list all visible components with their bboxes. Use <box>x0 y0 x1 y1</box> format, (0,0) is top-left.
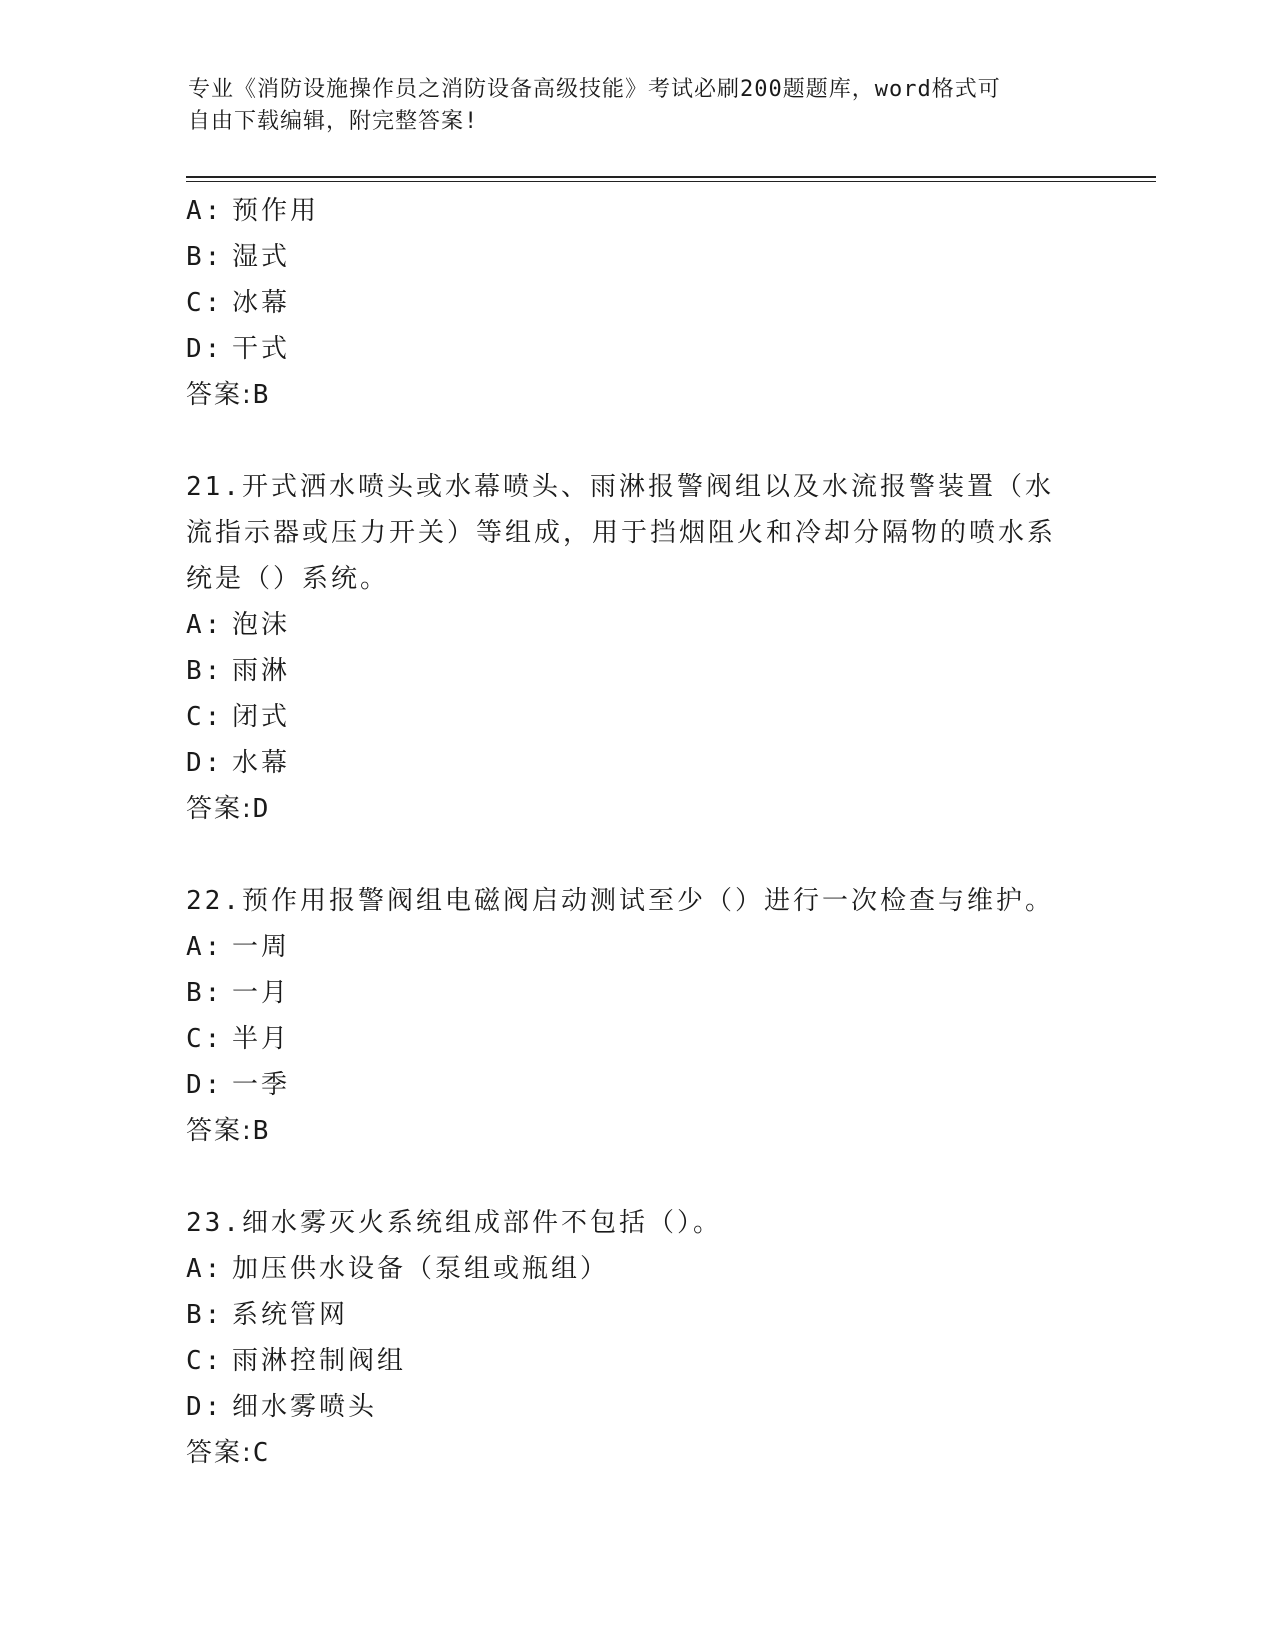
answer-line <box>186 372 1086 418</box>
answer-line <box>186 786 1086 832</box>
option-d <box>186 1384 1086 1430</box>
answer-value: C <box>252 1438 271 1468</box>
option-d <box>186 1062 1086 1108</box>
question-22-block <box>186 878 1086 1154</box>
question-21-block <box>186 464 1086 832</box>
option-label: A: <box>186 610 224 640</box>
option-b <box>186 648 1086 694</box>
option-text: 半月 <box>232 1024 291 1054</box>
spacer <box>186 832 1086 878</box>
option-a <box>186 602 1086 648</box>
option-c <box>186 1338 1086 1384</box>
option-label: C: <box>186 1346 224 1376</box>
option-d <box>186 740 1086 786</box>
option-text: 一月 <box>232 978 291 1008</box>
answer-label: 答案: <box>186 1438 253 1468</box>
option-text: 一季 <box>232 1070 291 1100</box>
document-header <box>188 74 1088 138</box>
answer-label: 答案: <box>186 794 253 824</box>
option-label: C: <box>186 288 224 318</box>
option-label: A: <box>186 932 224 962</box>
option-text: 泡沫 <box>232 610 291 640</box>
option-a <box>186 1246 1086 1292</box>
option-a <box>186 188 1086 234</box>
option-label: A: <box>186 1254 224 1284</box>
prev-question-block <box>186 188 1086 418</box>
option-text: 系统管网 <box>232 1300 349 1330</box>
option-text: 闭式 <box>232 702 291 732</box>
option-c <box>186 1016 1086 1062</box>
spacer <box>186 1154 1086 1200</box>
option-b <box>186 970 1086 1016</box>
option-text: 加压供水设备（泵组或瓶组） <box>232 1254 610 1284</box>
option-label: B: <box>186 656 224 686</box>
answer-value: B <box>252 1116 271 1146</box>
option-b <box>186 1292 1086 1338</box>
option-c <box>186 280 1086 326</box>
option-label: C: <box>186 1024 224 1054</box>
spacer <box>186 418 1086 464</box>
option-text: 细水雾喷头 <box>232 1392 378 1422</box>
option-b <box>186 234 1086 280</box>
option-text: 湿式 <box>232 242 291 272</box>
option-label: B: <box>186 978 224 1008</box>
question-text: 21.开式洒水喷头或水幕喷头、雨淋报警阀组以及水流报警装置（水流指示器或压力开关）等组成，用于挡烟阻火和冷却分隔物的喷水系统是（）系统。 <box>186 472 1057 594</box>
option-label: C: <box>186 702 224 732</box>
option-c <box>186 694 1086 740</box>
option-text: 预作用 <box>232 196 320 226</box>
question-text: 22.预作用报警阀组电磁阀启动测试至少（）进行一次检查与维护。 <box>186 886 1054 916</box>
option-label: D: <box>186 334 224 364</box>
question-23-block <box>186 1200 1086 1476</box>
question-content <box>186 188 1086 1476</box>
answer-label: 答案: <box>186 1116 253 1146</box>
option-label: B: <box>186 242 224 272</box>
option-text: 雨淋 <box>232 656 291 686</box>
option-label: A: <box>186 196 224 226</box>
header-line-1: 专业《消防设施操作员之消防设备高级技能》考试必刷200题题库，word格式可 <box>188 77 1001 102</box>
option-label: D: <box>186 748 224 778</box>
answer-value: B <box>252 380 271 410</box>
answer-value: D <box>252 794 271 824</box>
question-text: 23.细水雾灭火系统组成部件不包括（）。 <box>186 1208 722 1238</box>
option-text: 雨淋控制阀组 <box>232 1346 407 1376</box>
option-d <box>186 326 1086 372</box>
option-label: B: <box>186 1300 224 1330</box>
option-text: 干式 <box>232 334 291 364</box>
option-label: D: <box>186 1070 224 1100</box>
answer-line <box>186 1430 1086 1476</box>
answer-label: 答案: <box>186 380 253 410</box>
option-label: D: <box>186 1392 224 1422</box>
header-line-2: 自由下载编辑，附完整答案! <box>188 109 479 134</box>
header-divider <box>186 176 1156 182</box>
option-a <box>186 924 1086 970</box>
option-text: 水幕 <box>232 748 291 778</box>
option-text: 冰幕 <box>232 288 291 318</box>
answer-line <box>186 1108 1086 1154</box>
option-text: 一周 <box>232 932 291 962</box>
